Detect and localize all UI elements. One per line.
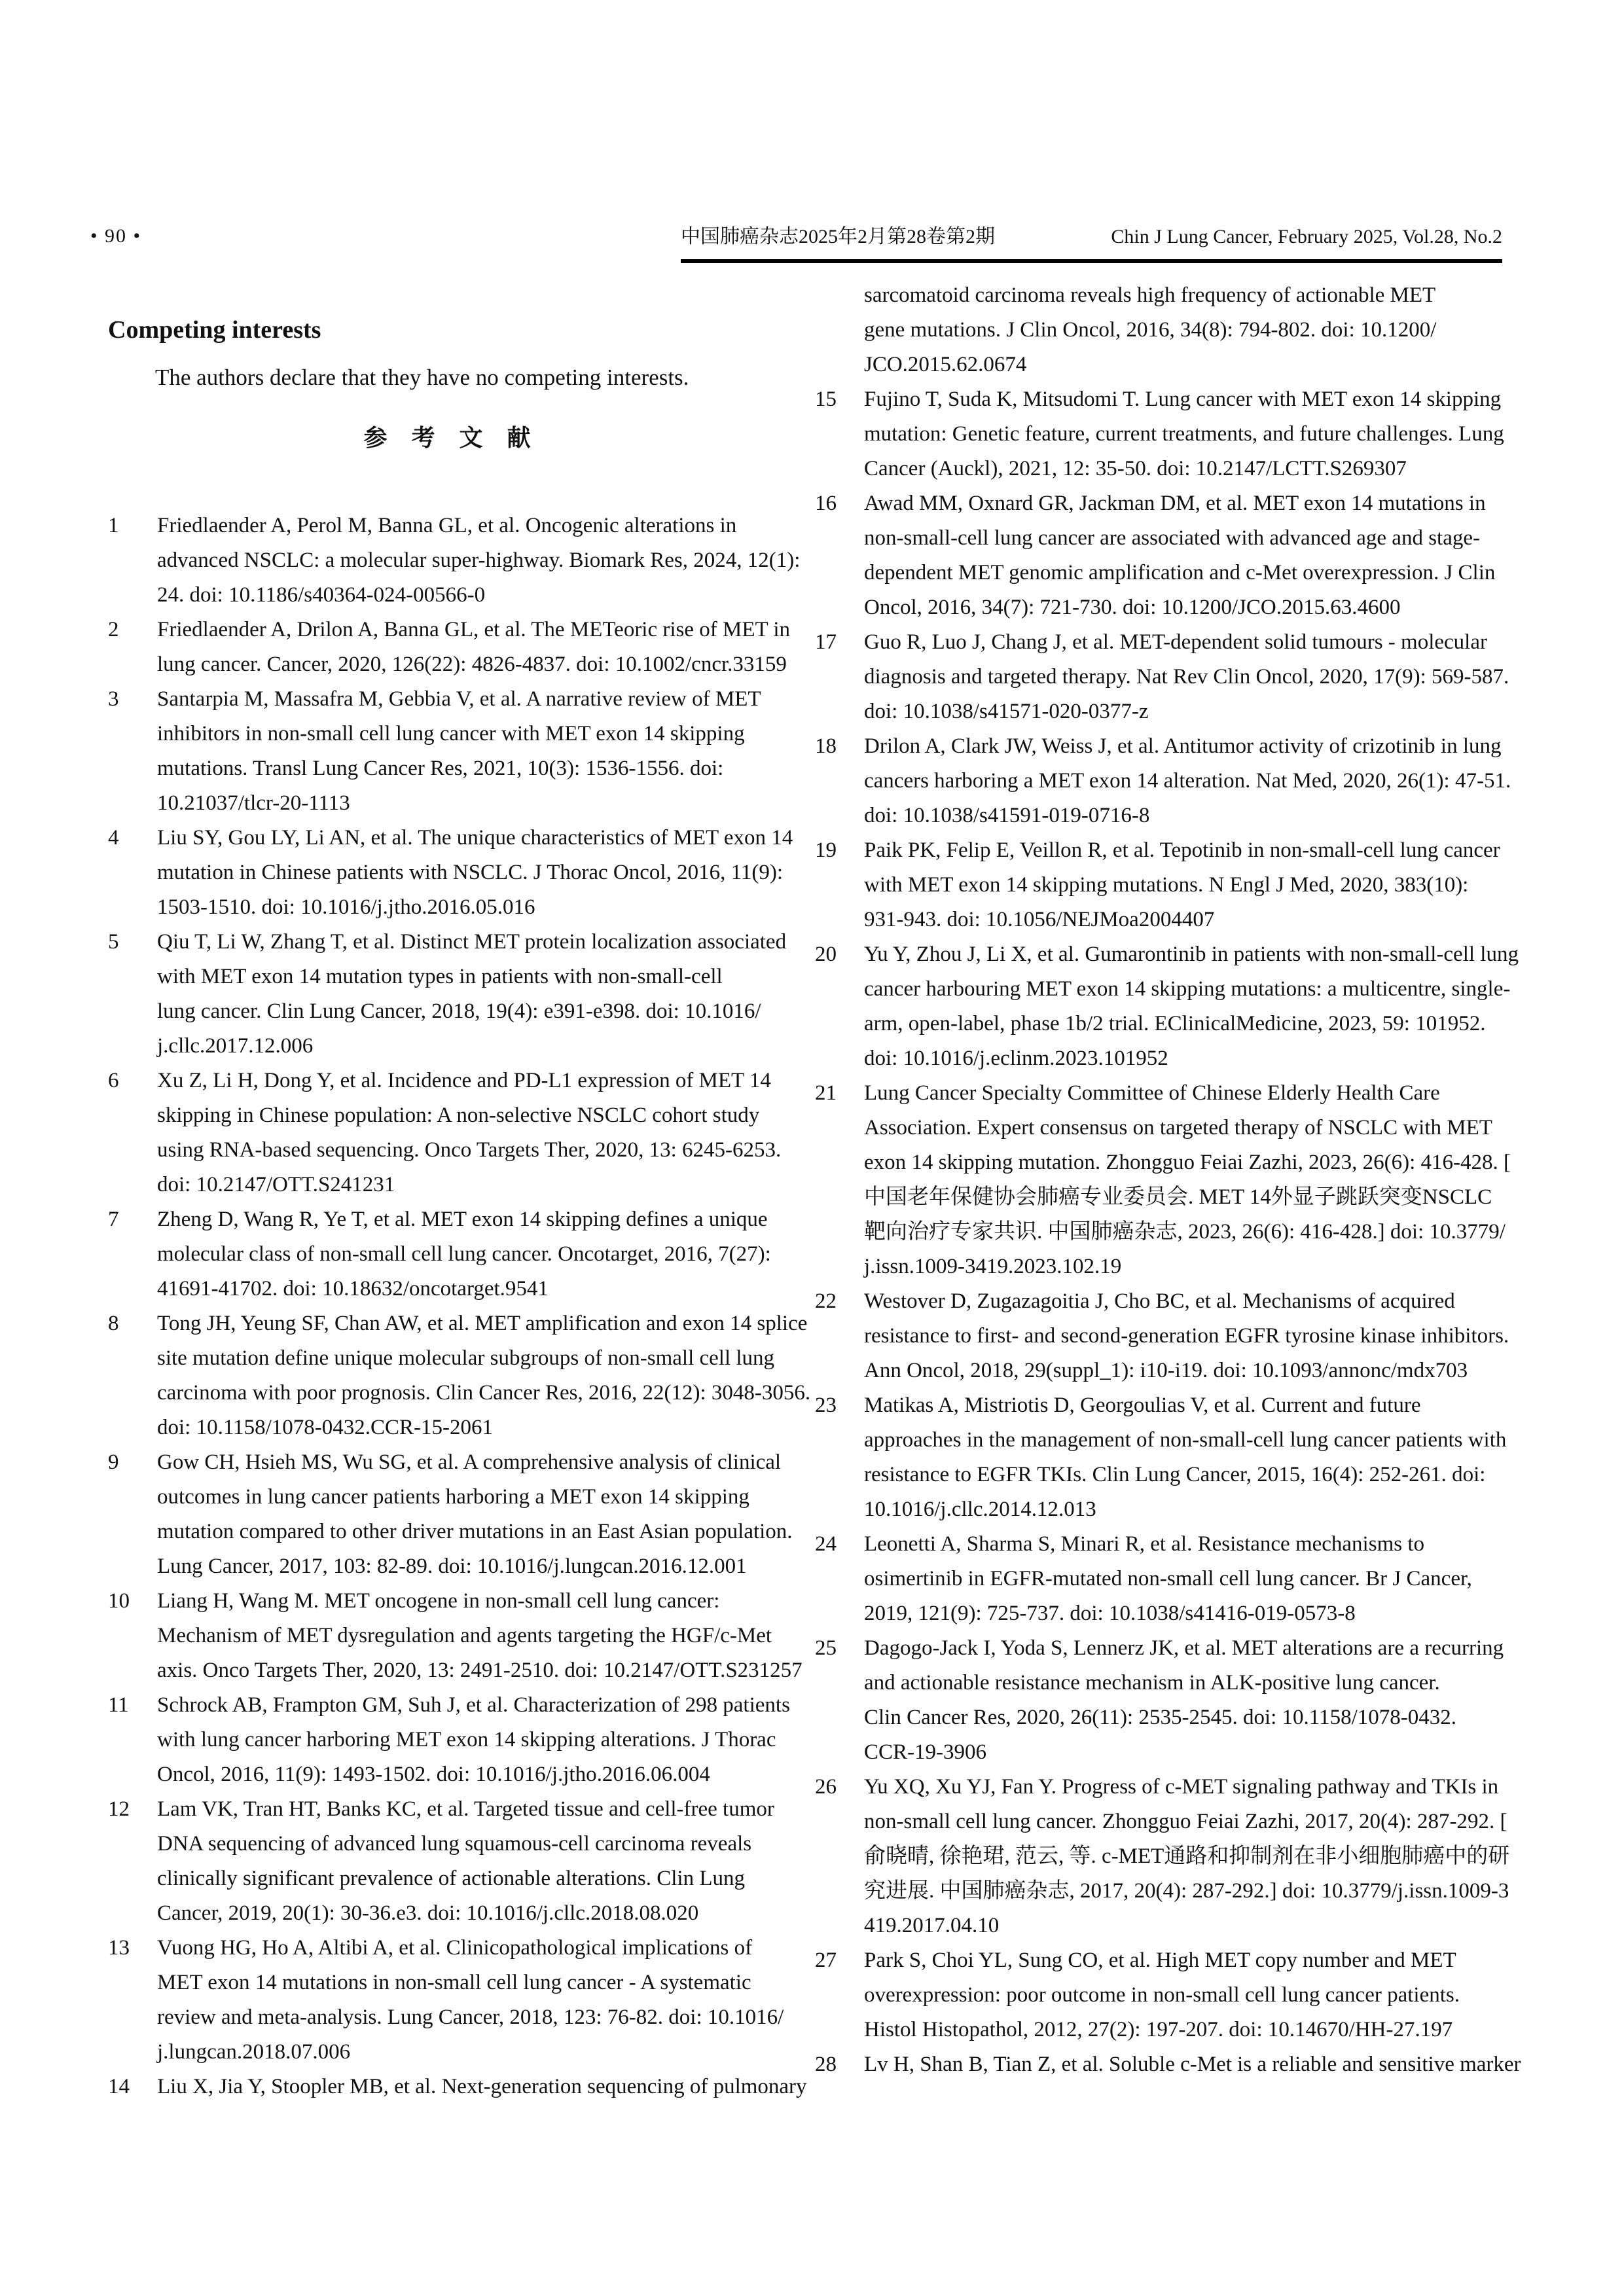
reference-number: 16 <box>815 492 837 515</box>
reference-line: dependent MET genomic amplification and c-Met overexpression. J Clin <box>864 561 1496 584</box>
reference-line: resistance to EGFR TKIs. Clin Lung Cancer, 2015, 16(4): 252-261. doi: <box>864 1463 1486 1486</box>
reference-text <box>157 509 801 613</box>
reference-line: Fujino T, Suda K, Mitsudomi T. Lung cancer with MET exon 14 skipping <box>864 387 1502 411</box>
reference-text <box>157 1688 795 1792</box>
reference-line: Histol Histopathol, 2012, 27(2): 197-207. doi: 10.14670/HH-27.197 <box>864 2018 1453 2041</box>
reference-line: 419.2017.04.10 <box>864 1914 1000 1937</box>
reference-line: Drilon A, Clark JW, Weiss J, et al. Antitumor activity of crizotinib in lung <box>864 734 1502 758</box>
reference-line: Association. Expert consensus on targeted therapy of NSCLC with MET <box>864 1116 1492 1140</box>
competing-interests-heading: Competing interests <box>108 316 321 344</box>
reference-line: 41691-41702. doi: 10.18632/oncotarget.9541 <box>157 1276 549 1301</box>
reference-text <box>864 625 1509 729</box>
reference-line: osimertinib in EGFR-mutated non-small cell lung cancer. Br J Cancer, <box>864 1567 1472 1590</box>
reference-line: review and meta-analysis. Lung Cancer, 2018, 123: 76-82. doi: 10.1016/ <box>157 2005 784 2029</box>
reference-line: 中国老年保健协会肺癌专业委员会. MET 14外显子跳跃突变NSCLC <box>864 1185 1492 1209</box>
reference-line: Oncol, 2016, 34(7): 721-730. doi: 10.1200/JCO.2015.63.4600 <box>864 596 1401 619</box>
reference-number: 18 <box>815 734 837 758</box>
reference-line: Leonetti A, Sharma S, Minari R, et al. Resistance mechanisms to <box>864 1532 1425 1556</box>
reference-line: 究进展. 中国肺癌杂志, 2017, 20(4): 287-292.] doi: 10.3779/j.issn.1009-3 <box>864 1879 1509 1903</box>
reference-item <box>108 509 801 613</box>
reference-number: 26 <box>815 1775 837 1799</box>
reference-text <box>864 1284 1509 1388</box>
reference-text <box>157 1202 795 1306</box>
reference-text <box>864 2047 1521 2082</box>
journal-title-en: Chin J Lung Cancer, February 2025, Vol.28, No.2 <box>1111 226 1502 247</box>
reference-line: 1503-1510. doi: 10.1016/j.jtho.2016.05.016 <box>157 895 535 919</box>
reference-text <box>864 1527 1506 1631</box>
reference-number: 20 <box>815 943 837 966</box>
reference-line: DNA sequencing of advanced lung squamous-cell carcinoma reveals <box>157 1831 752 1856</box>
reference-number: 6 <box>108 1068 119 1092</box>
reference-line: mutation compared to other driver mutations in an East Asian population. <box>157 1519 793 1543</box>
reference-line: overexpression: poor outcome in non-small cell lung cancer patients. <box>864 1983 1460 2007</box>
reference-line: inhibitors in non-small cell lung cancer with MET exon 14 skipping <box>157 721 745 745</box>
reference-line: axis. Onco Targets Ther, 2020, 13: 2491-2510. doi: 10.2147/OTT.S231257 <box>157 1658 803 1682</box>
reference-item <box>815 1284 1509 1388</box>
reference-line: outcomes in lung cancer patients harboring a MET exon 14 skipping <box>157 1484 749 1509</box>
reference-text <box>157 682 795 821</box>
reference-line: doi: 10.1158/1078-0432.CCR-15-2061 <box>157 1415 494 1439</box>
reference-number: 10 <box>108 1589 130 1613</box>
reference-line: Guo R, Luo J, Chang J, et al. MET-dependent solid tumours - molecular <box>864 630 1487 654</box>
left-column <box>108 316 811 2104</box>
reference-text <box>157 1584 803 1688</box>
reference-number: 25 <box>815 1636 837 1660</box>
reference-line: mutation: Genetic feature, current treatments, and future challenges. Lung <box>864 422 1504 446</box>
reference-line: Westover D, Zugazagoitia J, Cho BC, et al. Mechanisms of acquired <box>864 1289 1455 1313</box>
reference-line: 10.1016/j.cllc.2014.12.013 <box>864 1498 1096 1521</box>
reference-item <box>815 937 1519 1076</box>
page-number: • 90 • <box>90 225 142 247</box>
reference-item <box>815 486 1506 625</box>
reference-line: site mutation define unique molecular subgroups of non-small cell lung <box>157 1346 775 1370</box>
reference-line: Paik PK, Felip E, Veillon R, et al. Tepotinib in non-small-cell lung cancer <box>864 838 1500 862</box>
reference-text <box>157 1792 795 1931</box>
reference-line: Matikas A, Mistriotis D, Georgoulias V, et al. Current and future <box>864 1393 1421 1417</box>
competing-interests-statement: The authors declare that they have no competing interests. <box>155 365 689 390</box>
reference-number: 8 <box>108 1311 119 1335</box>
reference-number: 15 <box>815 387 837 411</box>
reference-line: Friedlaender A, Perol M, Banna GL, et al. Oncogenic alterations in <box>157 513 737 537</box>
reference-line: sarcomatoid carcinoma reveals high frequency of actionable MET <box>864 283 1436 307</box>
reference-line: clinically significant prevalence of actionable alterations. Clin Lung <box>157 1866 746 1890</box>
reference-text <box>157 2070 807 2104</box>
reference-item <box>815 1943 1506 2047</box>
reference-line: Lam VK, Tran HT, Banks KC, et al. Targeted tissue and cell-free tumor <box>157 1797 774 1821</box>
reference-line: j.lungcan.2018.07.006 <box>157 2039 351 2064</box>
reference-line: lung cancer. Clin Lung Cancer, 2018, 19(4): e391-e398. doi: 10.1016/ <box>157 999 761 1023</box>
reference-line: doi: 10.2147/OTT.S241231 <box>157 1172 395 1196</box>
reference-line: JCO.2015.62.0674 <box>864 353 1027 376</box>
reference-item <box>815 833 1506 937</box>
reference-item <box>108 613 795 682</box>
reference-line: and actionable resistance mechanism in ALK-positive lung cancer. <box>864 1671 1440 1695</box>
reference-list-right <box>815 278 1521 2082</box>
reference-line: mutations. Transl Lung Cancer Res, 2021, 10(3): 1536-1556. doi: <box>157 756 724 780</box>
reference-item <box>815 1527 1506 1631</box>
reference-line: CCR-19-3906 <box>864 1740 987 1764</box>
reference-number: 1 <box>108 513 119 537</box>
reference-line: skipping in Chinese population: A non-selective NSCLC cohort study <box>157 1103 760 1127</box>
reference-number: 28 <box>815 2053 837 2076</box>
reference-text <box>157 1064 795 1202</box>
reference-line: diagnosis and targeted therapy. Nat Rev Clin Oncol, 2020, 17(9): 569-587. <box>864 665 1509 689</box>
reference-item <box>815 1076 1511 1284</box>
reference-line: Vuong HG, Ho A, Altibi A, et al. Clinicopathological implications of <box>157 1935 753 1960</box>
reference-text <box>864 1631 1506 1770</box>
reference-continuation <box>815 278 1506 382</box>
reference-line: Yu Y, Zhou J, Li X, et al. Gumarontinib in patients with non-small-cell lung <box>864 943 1519 966</box>
reference-line: Liu SY, Gou LY, Li AN, et al. The unique characteristics of MET exon 14 <box>157 825 793 850</box>
reference-item <box>815 625 1509 729</box>
reference-number: 24 <box>815 1532 837 1556</box>
reference-line: Cancer, 2019, 20(1): 30-36.e3. doi: 10.1016/j.cllc.2018.08.020 <box>157 1901 699 1925</box>
reference-text <box>864 486 1506 625</box>
reference-number: 11 <box>108 1693 129 1717</box>
reference-text <box>157 1931 795 2070</box>
reference-line: mutation in Chinese patients with NSCLC. J Thorac Oncol, 2016, 11(9): <box>157 860 783 884</box>
reference-line: Santarpia M, Massafra M, Gebbia V, et al. A narrative review of MET <box>157 687 761 711</box>
reference-item <box>108 1306 811 1445</box>
reference-item <box>815 1770 1510 1943</box>
reference-number: 23 <box>815 1393 837 1417</box>
reference-line: Cancer (Auckl), 2021, 12: 35-50. doi: 10.2147/LCTT.S269307 <box>864 457 1407 480</box>
reference-item <box>108 1202 795 1306</box>
journal-title-cn: 中国肺癌杂志2025年2月第28卷第2期 <box>681 226 995 247</box>
reference-line: carcinoma with poor prognosis. Clin Cancer Res, 2016, 22(12): 3048-3056. <box>157 1380 811 1405</box>
reference-line: Park S, Choi YL, Sung CO, et al. High MET copy number and MET <box>864 1949 1456 1972</box>
reference-item <box>815 1388 1506 1527</box>
reference-text <box>157 613 795 682</box>
reference-line: non-small cell lung cancer. Zhongguo Feiai Zazhi, 2017, 20(4): 287-292. [ <box>864 1810 1507 1833</box>
reference-item <box>815 729 1511 833</box>
reference-line: 俞晓晴, 徐艳珺, 范云, 等. c-MET通路和抑制剂在非小细胞肺癌中的研 <box>864 1844 1510 1868</box>
reference-line: 24. doi: 10.1186/s40364-024-00566-0 <box>157 583 486 607</box>
reference-line: Dagogo-Jack I, Yoda S, Lennerz JK, et al. MET alterations are a recurring <box>864 1636 1504 1660</box>
reference-line: arm, open-label, phase 1b/2 trial. EClinicalMedicine, 2023, 59: 101952. <box>864 1012 1486 1035</box>
reference-line: Mechanism of MET dysregulation and agents targeting the HGF/c-Met <box>157 1623 772 1647</box>
reference-number: 7 <box>108 1207 119 1231</box>
reference-text <box>157 925 795 1064</box>
reference-number: 9 <box>108 1450 119 1474</box>
reference-text <box>864 1388 1506 1527</box>
reference-line: Lung Cancer Specialty Committee of Chinese Elderly Health Care <box>864 1081 1440 1105</box>
reference-line: exon 14 skipping mutation. Zhongguo Feiai Zazhi, 2023, 26(6): 416-428. [ <box>864 1151 1511 1174</box>
reference-item <box>108 821 795 925</box>
reference-line: approaches in the management of non-small-cell lung cancer patients with <box>864 1428 1507 1452</box>
reference-number: 4 <box>108 825 119 850</box>
reference-item <box>108 925 795 1064</box>
reference-item <box>108 1688 795 1792</box>
reference-line: Gow CH, Hsieh MS, Wu SG, et al. A comprehensive analysis of clinical <box>157 1450 782 1474</box>
reference-number: 5 <box>108 929 119 954</box>
reference-number: 19 <box>815 838 837 862</box>
reference-number: 21 <box>815 1081 837 1105</box>
reference-line: Qiu T, Li W, Zhang T, et al. Distinct MET protein localization associated <box>157 929 787 954</box>
reference-line: Liu X, Jia Y, Stoopler MB, et al. Next-generation sequencing of pulmonary <box>157 2074 807 2098</box>
reference-text <box>864 833 1506 937</box>
reference-line: 10.21037/tlcr-20-1113 <box>157 791 350 815</box>
reference-number: 2 <box>108 617 119 641</box>
reference-number: 3 <box>108 687 119 711</box>
reference-line: Yu XQ, Xu YJ, Fan Y. Progress of c-MET signaling pathway and TKIs in <box>864 1775 1499 1799</box>
reference-line: 靶向治疗专家共识. 中国肺癌杂志, 2023, 26(6): 416-428.] doi: 10.3779/ <box>864 1220 1506 1244</box>
reference-number: 17 <box>815 630 837 654</box>
reference-number: 22 <box>815 1289 837 1313</box>
reference-line: Lung Cancer, 2017, 103: 82-89. doi: 10.1016/j.lungcan.2016.12.001 <box>157 1554 747 1578</box>
reference-line: resistance to first- and second-generation EGFR tyrosine kinase inhibitors. <box>864 1324 1509 1348</box>
reference-item <box>108 1584 803 1688</box>
reference-line: Oncol, 2016, 11(9): 1493-1502. doi: 10.1016/j.jtho.2016.06.004 <box>157 1762 710 1786</box>
reference-item <box>108 1445 795 1584</box>
reference-line: non-small-cell lung cancer are associated with advanced age and stage- <box>864 526 1480 550</box>
reference-text <box>864 937 1519 1076</box>
reference-line: Liang H, Wang M. MET oncogene in non-small cell lung cancer: <box>157 1589 720 1613</box>
reference-line: j.issn.1009-3419.2023.102.19 <box>864 1255 1122 1278</box>
reference-line: Ann Oncol, 2018, 29(suppl_1): i10-i19. doi: 10.1093/annonc/mdx703 <box>864 1359 1468 1382</box>
reference-line: lung cancer. Cancer, 2020, 126(22): 4826-4837. doi: 10.1002/cncr.33159 <box>157 652 787 676</box>
reference-line: doi: 10.1016/j.eclinm.2023.101952 <box>864 1047 1168 1070</box>
reference-line: doi: 10.1038/s41571-020-0377-z <box>864 700 1149 723</box>
reference-item <box>108 1931 795 2070</box>
reference-line: Lv H, Shan B, Tian Z, et al. Soluble c-Met is a reliable and sensitive marker <box>864 2053 1521 2076</box>
reference-line: advanced NSCLC: a molecular super-highway. Biomark Res, 2024, 12(1): <box>157 548 801 572</box>
reference-line: doi: 10.1038/s41591-019-0716-8 <box>864 804 1150 827</box>
reference-line: Tong JH, Yeung SF, Chan AW, et al. MET amplification and exon 14 splice <box>157 1311 808 1335</box>
reference-line: with MET exon 14 mutation types in patients with non-small-cell <box>157 964 723 988</box>
reference-line: 2019, 121(9): 725-737. doi: 10.1038/s41416-019-0573-8 <box>864 1602 1356 1625</box>
reference-line: gene mutations. J Clin Oncol, 2016, 34(8): 794-802. doi: 10.1200/ <box>864 318 1437 342</box>
reference-text <box>864 1943 1506 2047</box>
reference-line: cancer harbouring MET exon 14 skipping mutations: a multicentre, single- <box>864 977 1511 1001</box>
reference-text <box>157 1306 811 1445</box>
reference-line: with MET exon 14 skipping mutations. N Engl J Med, 2020, 383(10): <box>864 873 1469 897</box>
reference-text <box>157 821 795 925</box>
reference-line: molecular class of non-small cell lung cancer. Oncotarget, 2016, 7(27): <box>157 1242 771 1266</box>
reference-number: 14 <box>108 2074 130 2098</box>
reference-item <box>108 2070 807 2104</box>
reference-list-left <box>108 509 811 2104</box>
reference-line: Schrock AB, Frampton GM, Suh J, et al. Characterization of 298 patients <box>157 1693 790 1717</box>
reference-text <box>864 382 1506 486</box>
reference-item <box>108 1064 795 1202</box>
reference-item <box>815 2047 1521 2082</box>
reference-line: Zheng D, Wang R, Ye T, et al. MET exon 14 skipping defines a unique <box>157 1207 768 1231</box>
references-heading: 参 考 文 献 <box>363 424 540 451</box>
reference-line: Friedlaender A, Drilon A, Banna GL, et al. The METeoric rise of MET in <box>157 617 790 641</box>
reference-line: Awad MM, Oxnard GR, Jackman DM, et al. MET exon 14 mutations in <box>864 492 1486 515</box>
reference-line: cancers harboring a MET exon 14 alteration. Nat Med, 2020, 26(1): 47-51. <box>864 769 1511 793</box>
reference-item <box>815 1631 1506 1770</box>
reference-text <box>157 1445 795 1584</box>
reference-number: 12 <box>108 1797 130 1821</box>
running-head <box>681 220 1502 263</box>
reference-item <box>815 382 1506 486</box>
reference-line: MET exon 14 mutations in non-small cell lung cancer - A systematic <box>157 1970 751 1994</box>
reference-line: j.cllc.2017.12.006 <box>157 1033 314 1058</box>
reference-number: 13 <box>108 1935 130 1960</box>
reference-item <box>108 1792 795 1931</box>
reference-line: with lung cancer harboring MET exon 14 skipping alterations. J Thorac <box>157 1727 776 1751</box>
right-column <box>815 278 1521 2082</box>
reference-line: using RNA-based sequencing. Onco Targets Ther, 2020, 13: 6245-6253. <box>157 1138 782 1162</box>
reference-text <box>864 1076 1511 1284</box>
reference-item <box>108 682 795 821</box>
reference-line: 931-943. doi: 10.1056/NEJMoa2004407 <box>864 908 1215 931</box>
reference-text <box>864 278 1506 382</box>
reference-line: Clin Cancer Res, 2020, 26(11): 2535-2545. doi: 10.1158/1078-0432. <box>864 1706 1456 1729</box>
reference-text <box>864 729 1511 833</box>
reference-text <box>864 1770 1510 1943</box>
reference-line: Xu Z, Li H, Dong Y, et al. Incidence and PD-L1 expression of MET 14 <box>157 1068 771 1092</box>
reference-number: 27 <box>815 1949 837 1972</box>
